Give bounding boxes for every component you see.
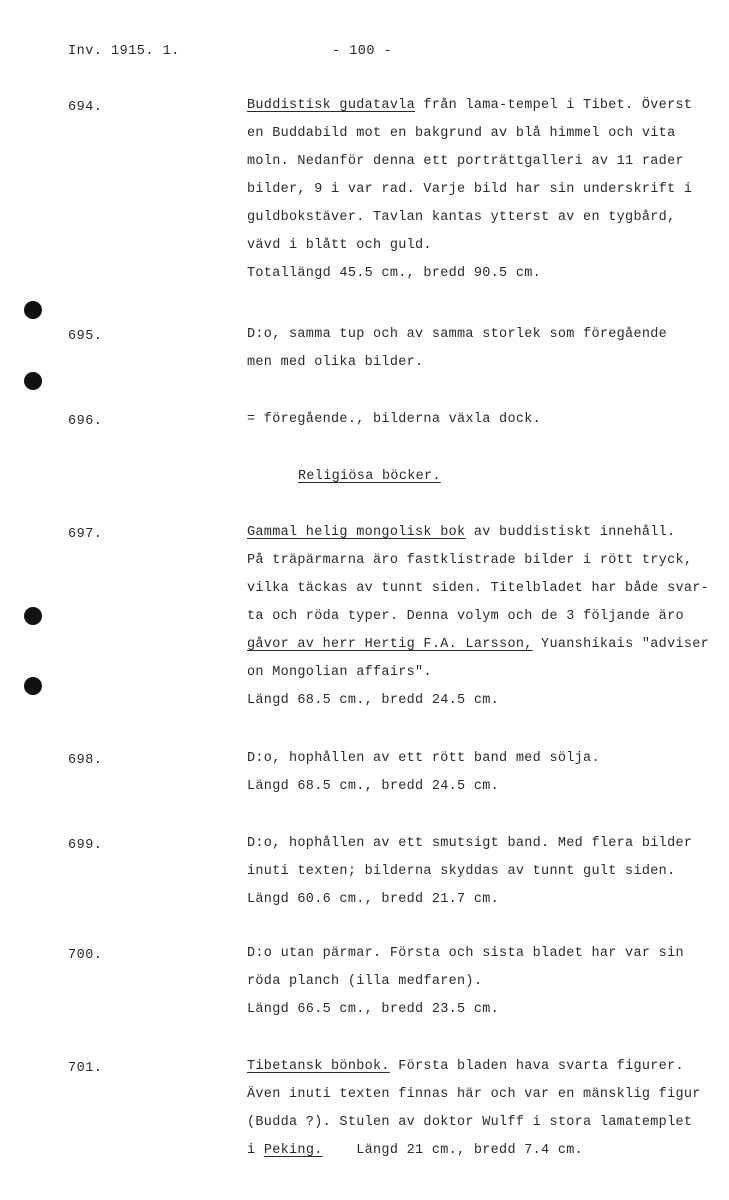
entry-body-694 xyxy=(247,92,717,288)
entry-line: moln. Nedanför denna ett porträttgalleri av 11 rader xyxy=(247,154,684,169)
entry-line: Längd 68.5 cm., bredd 24.5 cm. xyxy=(247,693,500,708)
entry-line: ta och röda typer. Denna volym och de 3 följande äro xyxy=(247,609,684,624)
entry-line: = föregående., bilderna växla dock. xyxy=(247,412,542,427)
entry-body-696 xyxy=(247,406,717,434)
line-text: av buddistiskt innehåll. xyxy=(465,525,676,540)
entry-line: vävd i blått och guld. xyxy=(247,238,432,253)
entry-line: D:o, hophållen av ett rött band med sölja. xyxy=(247,751,600,766)
entry-line: D:o utan pärmar. Första och sista bladet har var sin xyxy=(247,946,684,961)
underlined-donor: gåvor av herr Hertig F.A. Larsson, xyxy=(247,637,533,652)
entry-line: men med olika bilder. xyxy=(247,355,424,370)
entry-line: en Buddabild mot en bakgrund av blå himmel och vita xyxy=(247,126,676,141)
entry-number-694: 694. xyxy=(68,100,103,115)
entry-line: bilder, 9 i var rad. Varje bild har sin underskrift i xyxy=(247,182,693,197)
entry-body-698 xyxy=(247,745,717,801)
entry-line xyxy=(247,519,717,547)
entry-number-697: 697. xyxy=(68,527,103,542)
underlined-title: Tibetansk bönbok. xyxy=(247,1059,390,1074)
entry-number-700: 700. xyxy=(68,948,103,963)
entry-line: röda planch (illa medfaren). xyxy=(247,974,483,989)
entry-line xyxy=(247,631,717,659)
entry-number-701: 701. xyxy=(68,1061,103,1076)
entry-line: D:o, hophållen av ett smutsigt band. Med flera bilder xyxy=(247,836,693,851)
punch-hole-2 xyxy=(24,372,42,390)
section-heading: Religiösa böcker. xyxy=(298,469,441,484)
entry-line: Längd 60.6 cm., bredd 21.7 cm. xyxy=(247,892,500,907)
line-text: Yuanshikais "adviser xyxy=(532,637,710,652)
entry-line: Längd 66.5 cm., bredd 23.5 cm. xyxy=(247,1002,500,1017)
entry-line xyxy=(247,92,717,120)
entry-number-696: 696. xyxy=(68,414,103,429)
entry-line: D:o, samma tup och av samma storlek som föregående xyxy=(247,327,668,342)
entry-line xyxy=(247,1053,717,1081)
entry-number-698: 698. xyxy=(68,753,103,768)
entry-body-700 xyxy=(247,940,717,1024)
punch-hole-4 xyxy=(24,677,42,695)
entry-line: inuti texten; bilderna skyddas av tunnt gult siden. xyxy=(247,864,676,879)
entry-number-695: 695. xyxy=(68,329,103,344)
punch-hole-3 xyxy=(24,607,42,625)
entry-line: Även inuti texten finnas här och var en mänsklig figur xyxy=(247,1087,701,1102)
page-number: - 100 - xyxy=(332,44,393,59)
entry-line: vilka täckas av tunnt siden. Titelbladet har både svar- xyxy=(247,581,710,596)
line-text: i xyxy=(247,1143,264,1158)
underlined-title: Buddistisk gudatavla xyxy=(247,98,416,113)
entry-line xyxy=(247,1137,717,1165)
entry-body-699 xyxy=(247,830,717,914)
line-text: från lama-tempel i Tibet. Överst xyxy=(415,98,693,113)
entry-line: (Budda ?). Stulen av doktor Wulff i stora lamatemplet xyxy=(247,1115,693,1130)
entry-body-701 xyxy=(247,1053,717,1165)
inventory-reference: Inv. 1915. 1. xyxy=(68,44,180,59)
line-text-after: Längd 21 cm., bredd 7.4 cm. xyxy=(322,1143,584,1158)
entry-line: guldbokstäver. Tavlan kantas ytterst av en tygbård, xyxy=(247,210,676,225)
underlined-title: Gammal helig mongolisk bok xyxy=(247,525,466,540)
entry-body-697 xyxy=(247,519,717,715)
punch-hole-1 xyxy=(24,301,42,319)
underlined-place: Peking. xyxy=(263,1143,323,1158)
line-text: Första bladen hava svarta figurer. xyxy=(389,1059,684,1074)
entry-body-695 xyxy=(247,321,717,377)
entry-line: on Mongolian affairs". xyxy=(247,665,432,680)
entry-line: Totallängd 45.5 cm., bredd 90.5 cm. xyxy=(247,266,542,281)
entry-line: Längd 68.5 cm., bredd 24.5 cm. xyxy=(247,779,500,794)
entry-number-699: 699. xyxy=(68,838,103,853)
entry-line: På träpärmarna äro fastklistrade bilder i rött tryck, xyxy=(247,553,693,568)
